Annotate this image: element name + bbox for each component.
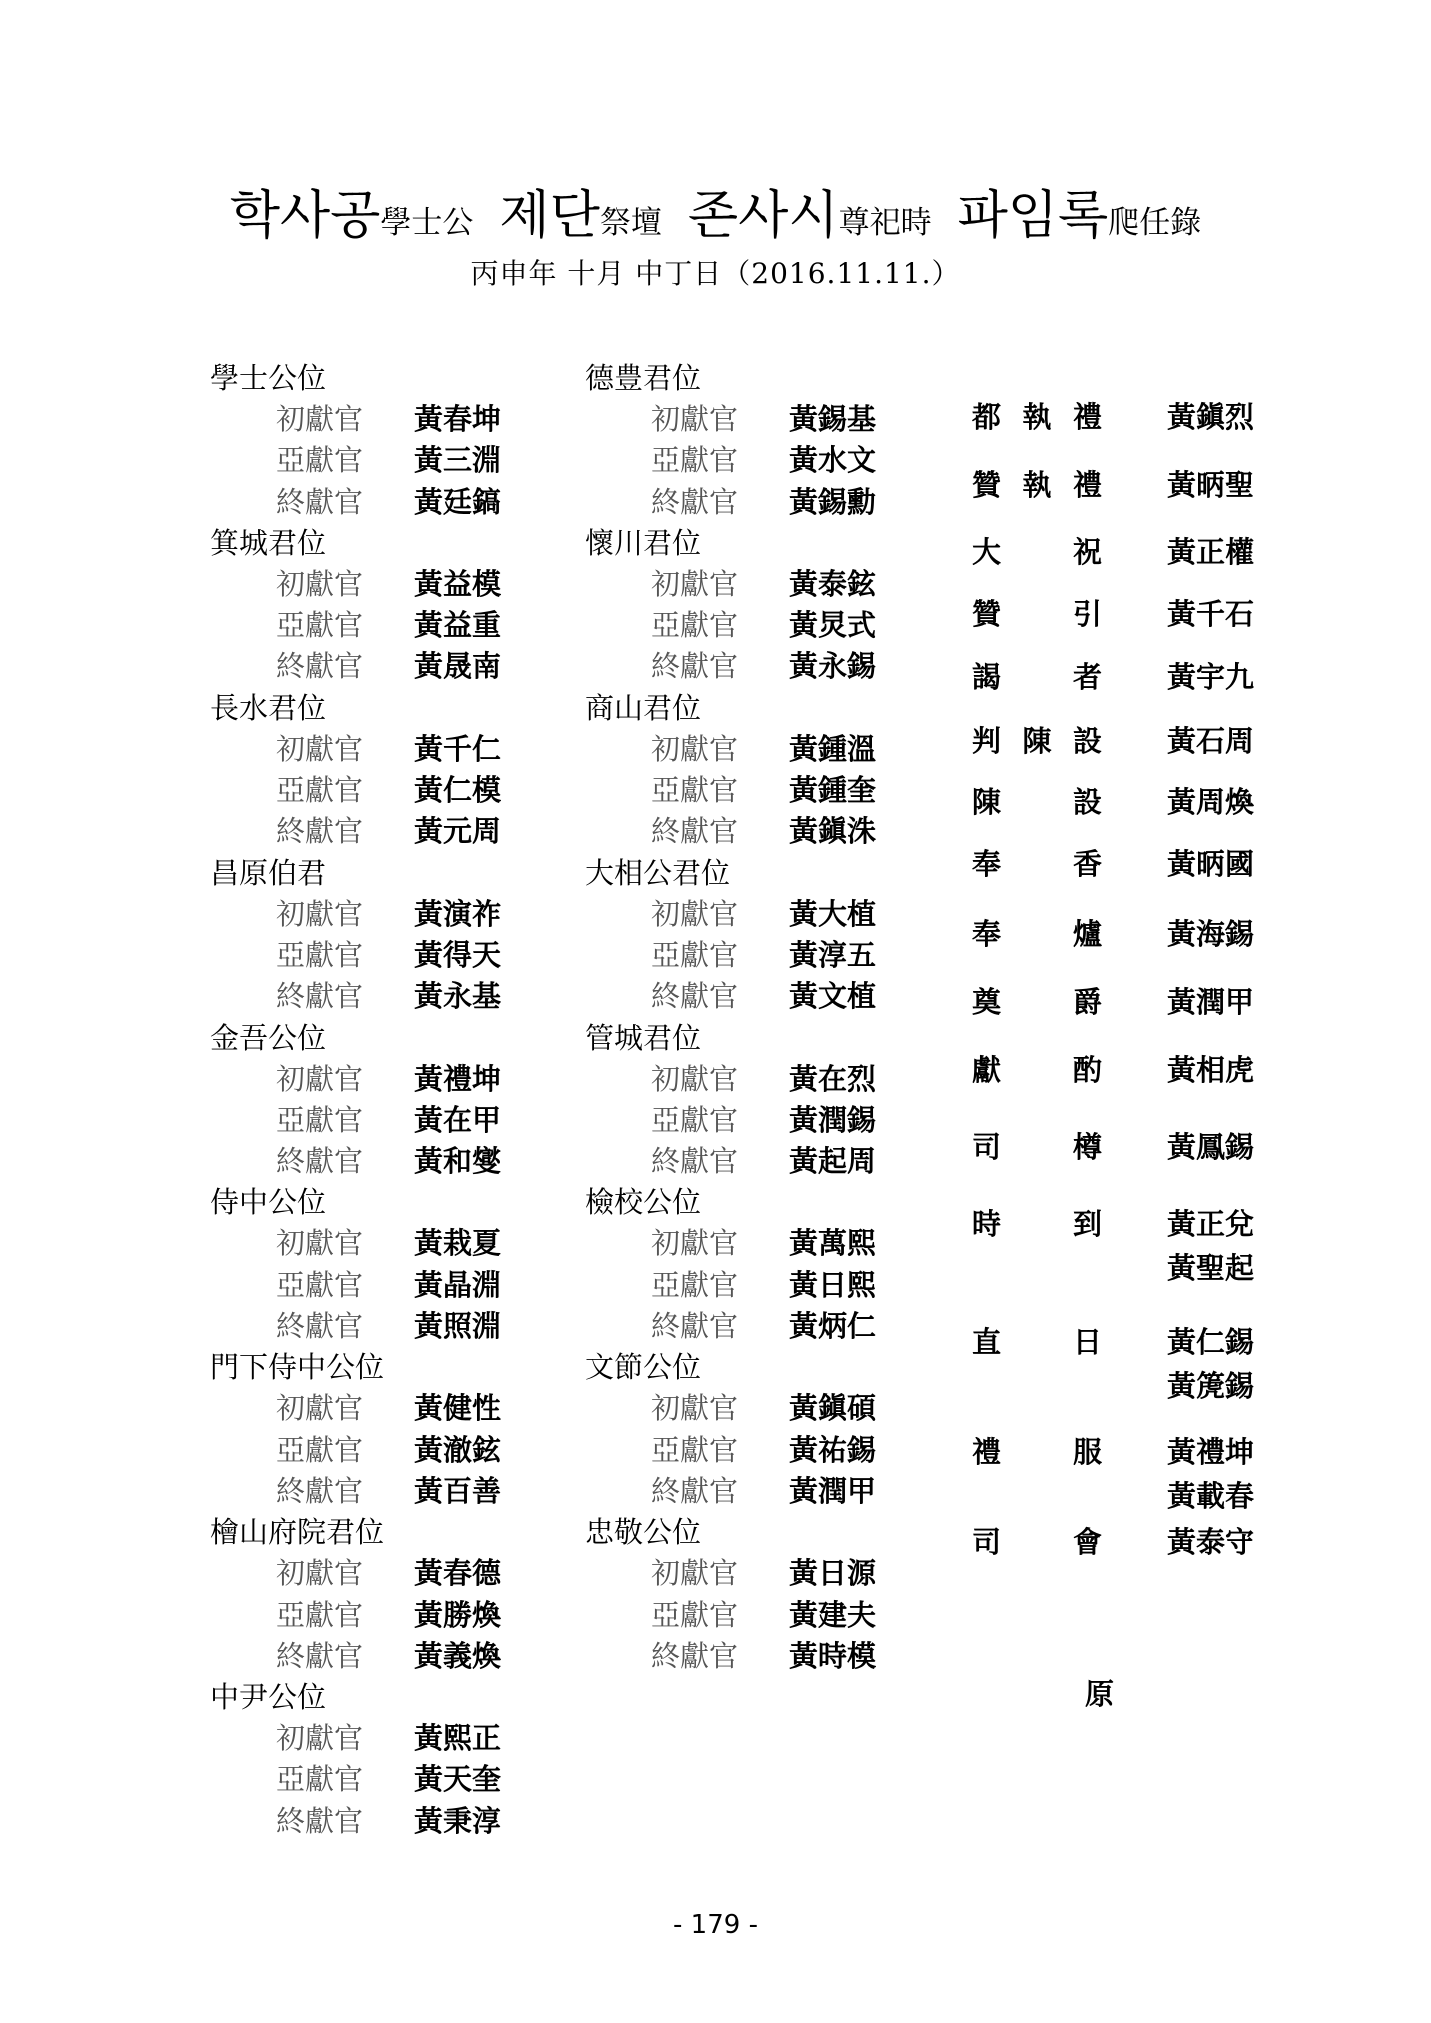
officiant-row <box>585 1636 876 1677</box>
officiant-name: 黃勝煥 <box>414 1597 502 1632</box>
officiant-row <box>210 935 501 976</box>
officiant-name: 黃千仁 <box>414 731 502 766</box>
officiant-row <box>210 1223 501 1264</box>
officiant-role: 初獻官 <box>276 1226 364 1261</box>
officiant-role: 亞獻官 <box>276 773 364 808</box>
duty-label <box>972 1520 1102 1564</box>
duty-names <box>1167 463 1254 507</box>
officiant-role: 亞獻官 <box>276 937 364 972</box>
group-title: 中尹公位 <box>210 1680 327 1715</box>
group-title: 昌原伯君 <box>210 855 327 890</box>
officiant-name: 黃文植 <box>789 979 877 1014</box>
duty-label <box>972 655 1102 699</box>
duty-person-name: 黃潤甲 <box>1167 985 1255 1019</box>
officiant-role: 亞獻官 <box>651 773 739 808</box>
officiant-name: 黃萬熙 <box>789 1226 877 1261</box>
officiant-role: 亞獻官 <box>276 608 364 643</box>
duty-names <box>1167 530 1254 574</box>
duty-label <box>972 395 1102 439</box>
officiant-role: 亞獻官 <box>276 1267 364 1302</box>
duty-person-name: 黃周煥 <box>1167 785 1255 819</box>
duty-person-name: 黃鎭烈 <box>1167 400 1255 434</box>
group-title: 文節公位 <box>585 1350 702 1385</box>
officiant-name: 黃淳五 <box>789 937 877 972</box>
duty-label <box>972 1125 1102 1169</box>
officiant-row <box>210 646 501 687</box>
duty-label <box>972 719 1102 763</box>
officiant-name: 黃益模 <box>414 566 502 601</box>
officiant-row <box>585 605 876 646</box>
officiant-row <box>210 1718 501 1759</box>
duty-label <box>972 1048 1102 1092</box>
duty-person-name: 黃載春 <box>1167 1479 1255 1513</box>
duty-label <box>972 980 1102 1024</box>
duty-names <box>1167 912 1254 956</box>
officiant-name: 黃祐錫 <box>789 1432 877 1467</box>
officiant-name: 黃晟南 <box>414 649 502 684</box>
duty-label-char: 奠 <box>972 985 1002 1019</box>
officiant-row <box>210 482 501 523</box>
duty-names <box>1167 1520 1254 1564</box>
duty-label-char: 祝 <box>1072 535 1102 569</box>
duty-person-name: 黃箎錫 <box>1167 1369 1255 1403</box>
officiant-row <box>585 440 876 481</box>
officiant-row <box>585 729 876 770</box>
officiant-name: 黃炳仁 <box>789 1309 877 1344</box>
officiant-row <box>585 1141 876 1182</box>
duty-label-char: 服 <box>1072 1435 1102 1469</box>
duty-label-char: 酌 <box>1072 1053 1102 1087</box>
title-part1-hanja: 學士公 <box>380 205 474 241</box>
officiant-name: 黃錫基 <box>789 402 877 436</box>
group-title: 忠敬公位 <box>585 1515 702 1550</box>
officiant-name: 黃永錫 <box>789 649 877 684</box>
duty-person-name: 黃宇九 <box>1167 660 1255 694</box>
officiant-name: 黃潤錫 <box>789 1102 877 1137</box>
officiant-name: 黃益重 <box>414 608 502 643</box>
duty-label-char: 奉 <box>972 847 1002 881</box>
officiant-role: 初獻官 <box>276 1391 364 1426</box>
duty-label <box>972 1320 1102 1364</box>
officiant-row <box>585 894 876 935</box>
duty-label-char: 樽 <box>1072 1130 1102 1164</box>
duty-label-char: 時 <box>972 1207 1002 1241</box>
officiant-name: 黃澈鉉 <box>414 1432 502 1467</box>
officiant-name: 黃仁模 <box>414 773 502 808</box>
officiant-role: 初獻官 <box>651 1391 739 1426</box>
duty-label-char: 大 <box>972 535 1002 569</box>
title-part1-hangul: 학사공 <box>229 186 381 246</box>
duty-label-char: 到 <box>1072 1207 1102 1241</box>
duty-label-char: 贊 <box>972 468 1002 502</box>
group-title: 懷川君位 <box>585 525 702 560</box>
officiant-name: 黃百善 <box>414 1473 502 1508</box>
officiant-row <box>210 894 501 935</box>
duty-person-name: 黃鳳錫 <box>1167 1130 1255 1164</box>
officiant-row <box>585 1223 876 1264</box>
officiant-name: 黃天奎 <box>414 1762 502 1797</box>
duty-person-name: 黃仁錫 <box>1167 1325 1255 1359</box>
officiant-role: 亞獻官 <box>276 1102 364 1137</box>
officiant-row <box>585 1553 876 1594</box>
officiant-row <box>210 976 501 1017</box>
officiant-name: 黃鎭洙 <box>789 814 877 849</box>
officiant-role: 終獻官 <box>651 979 739 1014</box>
officiant-row <box>585 770 876 811</box>
officiant-role: 終獻官 <box>651 1473 739 1508</box>
officiant-role: 初獻官 <box>276 731 364 766</box>
officiant-row <box>210 1059 501 1100</box>
officiant-name: 黃水文 <box>789 443 877 478</box>
group-title: 學士公位 <box>210 361 327 395</box>
officiant-role: 終獻官 <box>651 649 739 684</box>
officiant-name: 黃時模 <box>789 1638 877 1673</box>
duty-label-char: 禮 <box>1072 400 1102 434</box>
officiant-role: 亞獻官 <box>651 937 739 972</box>
duty-label <box>972 842 1102 886</box>
officiant-role: 初獻官 <box>276 402 364 436</box>
duty-names <box>1167 1125 1254 1169</box>
duty-label-char: 設 <box>1072 724 1102 758</box>
officiant-role: 亞獻官 <box>651 608 739 643</box>
officiant-row <box>585 482 876 523</box>
officiant-row <box>210 1388 501 1429</box>
officiant-row <box>585 1471 876 1512</box>
duty-names <box>1167 1430 1254 1518</box>
officiant-role: 初獻官 <box>651 1061 739 1096</box>
duty-label-char: 引 <box>1072 597 1102 631</box>
duty-label-char: 奉 <box>972 917 1002 951</box>
page-subtitle-date: 丙申年 十月 中丁日（2016.11.11.） <box>470 257 961 290</box>
group-title: 大相公君位 <box>585 855 731 890</box>
officiant-name: 黃永基 <box>414 979 502 1014</box>
duty-person-name: 黃正兌 <box>1167 1207 1255 1241</box>
officiant-role: 初獻官 <box>651 731 739 766</box>
officiant-row <box>585 1430 876 1471</box>
officiant-role: 初獻官 <box>276 1556 364 1591</box>
officiant-row <box>585 1306 876 1347</box>
group-title: 德豊君位 <box>585 361 702 395</box>
duty-column <box>972 0 1372 2023</box>
officiant-row <box>585 1388 876 1429</box>
officiant-name: 黃義煥 <box>414 1638 502 1673</box>
officiant-name: 黃栽夏 <box>414 1226 502 1261</box>
officiant-row <box>210 729 501 770</box>
officiant-name: 黃和燮 <box>414 1144 502 1179</box>
officiant-role: 亞獻官 <box>651 1102 739 1137</box>
officiant-role: 亞獻官 <box>276 1597 364 1632</box>
officiant-role: 終獻官 <box>651 814 739 849</box>
officiant-row <box>585 1100 876 1141</box>
duty-person-name: 黃正權 <box>1167 535 1255 569</box>
officiant-role: 終獻官 <box>651 1309 739 1344</box>
officiant-name: 黃日熙 <box>789 1267 877 1302</box>
officiant-role: 終獻官 <box>276 1309 364 1344</box>
officiant-name: 黃演祚 <box>414 896 502 931</box>
officiant-role: 亞獻官 <box>651 443 739 478</box>
officiant-name: 黃錫勳 <box>789 484 877 519</box>
group-title: 管城君位 <box>585 1020 702 1055</box>
officiant-name: 黃秉淳 <box>414 1803 502 1838</box>
duty-label <box>972 592 1102 636</box>
officiant-row <box>210 1265 501 1306</box>
officiant-role: 初獻官 <box>276 896 364 931</box>
duty-person-name: 黃泰守 <box>1167 1525 1255 1559</box>
officiant-row <box>585 1265 876 1306</box>
officiant-row <box>585 976 876 1017</box>
officiant-name: 黃廷鎬 <box>414 484 502 519</box>
group-title: 金吾公位 <box>210 1020 327 1055</box>
group-title: 門下侍中公位 <box>210 1350 385 1385</box>
officiant-name: 黃三淵 <box>414 443 502 478</box>
officiant-column-2 <box>585 358 876 1677</box>
officiant-name: 黃健性 <box>414 1391 502 1426</box>
duty-label-char: 日 <box>1072 1325 1102 1359</box>
officiant-role: 終獻官 <box>276 1638 364 1673</box>
officiant-row <box>210 605 501 646</box>
officiant-name: 黃春坤 <box>414 402 502 436</box>
officiant-role: 終獻官 <box>276 484 364 519</box>
officiant-row <box>585 935 876 976</box>
officiant-row <box>210 1100 501 1141</box>
duty-label-char: 直 <box>972 1325 1002 1359</box>
officiant-name: 黃得天 <box>414 937 502 972</box>
officiant-row <box>585 564 876 605</box>
duty-label <box>972 1430 1102 1474</box>
duty-label-char: 禮 <box>1072 468 1102 502</box>
duty-label <box>972 1202 1102 1246</box>
group-title: 商山君位 <box>585 690 702 725</box>
duty-label-char: 爐 <box>1072 917 1102 951</box>
officiant-row <box>585 1595 876 1636</box>
officiant-role: 亞獻官 <box>276 1762 364 1797</box>
officiant-row <box>210 1759 501 1800</box>
officiant-role: 初獻官 <box>651 896 739 931</box>
officiant-role: 亞獻官 <box>276 443 364 478</box>
officiant-row <box>210 1471 501 1512</box>
duty-person-name: 黃昞國 <box>1167 847 1255 881</box>
title-part3-hangul: 존사시 <box>687 186 839 246</box>
duty-label-char: 謁 <box>972 660 1002 694</box>
duty-names <box>1167 1048 1254 1092</box>
duty-person-name: 黃禮坤 <box>1167 1435 1255 1469</box>
officiant-name: 黃泰鉉 <box>789 566 877 601</box>
duty-label-char: 陳 <box>972 785 1002 819</box>
origin-mark: 原 <box>1085 1677 1115 1711</box>
duty-label <box>972 912 1102 956</box>
officiant-role: 終獻官 <box>276 1473 364 1508</box>
duty-label-char: 都 <box>972 400 1002 434</box>
officiant-role: 初獻官 <box>651 1556 739 1591</box>
officiant-name: 黃在烈 <box>789 1061 877 1096</box>
duty-label <box>972 463 1102 507</box>
officiant-name: 黃建夫 <box>789 1597 877 1632</box>
officiant-role: 初獻官 <box>276 1061 364 1096</box>
duty-person-name: 黃千石 <box>1167 597 1255 631</box>
officiant-row <box>210 1553 501 1594</box>
officiant-name: 黃晶淵 <box>414 1267 502 1302</box>
title-part2-hanja: 祭壇 <box>599 205 662 241</box>
officiant-role: 終獻官 <box>276 649 364 684</box>
duty-person-name: 黃石周 <box>1167 724 1255 758</box>
officiant-row <box>210 1306 501 1347</box>
officiant-row <box>210 564 501 605</box>
officiant-name: 黃鍾溫 <box>789 731 877 766</box>
officiant-row <box>210 399 501 440</box>
officiant-role: 亞獻官 <box>651 1267 739 1302</box>
officiant-role: 終獻官 <box>276 814 364 849</box>
duty-names <box>1167 980 1254 1024</box>
officiant-role: 初獻官 <box>276 1721 364 1756</box>
officiant-row <box>585 1059 876 1100</box>
officiant-row <box>210 1636 501 1677</box>
duty-person-name: 黃海錫 <box>1167 917 1255 951</box>
officiant-row <box>210 1595 501 1636</box>
officiant-row <box>210 1801 501 1842</box>
duty-names <box>1167 780 1254 824</box>
duty-label-char: 執 <box>1022 468 1052 502</box>
officiant-name: 黃起周 <box>789 1144 877 1179</box>
officiant-role: 終獻官 <box>651 484 739 519</box>
officiant-name: 黃日源 <box>789 1556 877 1591</box>
officiant-name: 黃照淵 <box>414 1309 502 1344</box>
officiant-row <box>210 1430 501 1471</box>
duty-names <box>1167 1320 1254 1408</box>
page-number: - 179 - <box>673 1910 758 1940</box>
duty-names <box>1167 592 1254 636</box>
officiant-name: 黃元周 <box>414 814 502 849</box>
officiant-role: 初獻官 <box>651 566 739 601</box>
duty-label-char: 贊 <box>972 597 1002 631</box>
officiant-role: 初獻官 <box>276 566 364 601</box>
duty-person-name: 黃聖起 <box>1167 1251 1255 1285</box>
duty-label-char: 爵 <box>1072 985 1102 1019</box>
officiant-row <box>210 811 501 852</box>
officiant-role: 終獻官 <box>276 1144 364 1179</box>
duty-label-char: 司 <box>972 1525 1002 1559</box>
duty-label-char: 禮 <box>972 1435 1002 1469</box>
title-part4-hanja: 爬任錄 <box>1108 205 1202 241</box>
duty-label-char: 獻 <box>972 1053 1002 1087</box>
officiant-name: 黃禮坤 <box>414 1061 502 1096</box>
officiant-column-1 <box>210 358 501 1842</box>
title-part4-hangul: 파임록 <box>957 186 1109 246</box>
officiant-role: 終獻官 <box>651 1144 739 1179</box>
officiant-role: 初獻官 <box>651 402 739 436</box>
duty-label-char: 判 <box>972 724 1002 758</box>
title-part2-hangul: 제단 <box>499 186 600 246</box>
duty-label-char: 陳 <box>1022 724 1052 758</box>
duty-names <box>1167 842 1254 886</box>
officiant-name: 黃潤甲 <box>789 1473 877 1508</box>
officiant-name: 黃鎭碩 <box>789 1391 877 1426</box>
duty-names <box>1167 655 1254 699</box>
officiant-role: 亞獻官 <box>651 1432 739 1467</box>
duty-label-char: 者 <box>1072 660 1102 694</box>
officiant-name: 黃在甲 <box>414 1102 502 1137</box>
officiant-role: 初獻官 <box>651 1226 739 1261</box>
officiant-role: 終獻官 <box>276 1803 364 1838</box>
duty-label-char: 執 <box>1022 400 1052 434</box>
duty-label-char: 會 <box>1072 1525 1102 1559</box>
title-part3-hanja: 尊祀時 <box>838 205 932 241</box>
duty-label-char: 設 <box>1072 785 1102 819</box>
officiant-role: 終獻官 <box>276 979 364 1014</box>
duty-label <box>972 530 1102 574</box>
officiant-name: 黃炅式 <box>789 608 877 643</box>
officiant-role: 亞獻官 <box>276 1432 364 1467</box>
duty-names <box>1167 395 1254 439</box>
group-title: 侍中公位 <box>210 1185 327 1220</box>
duty-label-char: 司 <box>972 1130 1002 1164</box>
officiant-name: 黃大植 <box>789 896 877 931</box>
officiant-row <box>210 440 501 481</box>
group-title: 長水君位 <box>210 690 327 725</box>
duty-names <box>1167 1202 1254 1290</box>
duty-person-name: 黃相虎 <box>1167 1053 1255 1087</box>
group-title: 檜山府院君位 <box>210 1515 385 1550</box>
officiant-row <box>585 646 876 687</box>
officiant-name: 黃熙正 <box>414 1721 502 1756</box>
duty-names <box>1167 719 1254 763</box>
officiant-name: 黃鍾奎 <box>789 773 877 808</box>
duty-person-name: 黃昞聖 <box>1167 468 1255 502</box>
duty-label-char: 香 <box>1072 847 1102 881</box>
group-title: 檢校公位 <box>585 1185 702 1220</box>
group-title: 箕城君位 <box>210 525 327 560</box>
officiant-name: 黃春德 <box>414 1556 502 1591</box>
officiant-row <box>585 811 876 852</box>
officiant-row <box>210 1141 501 1182</box>
officiant-row <box>585 399 876 440</box>
duty-label <box>972 780 1102 824</box>
officiant-role: 亞獻官 <box>651 1597 739 1632</box>
officiant-role: 終獻官 <box>651 1638 739 1673</box>
officiant-row <box>210 770 501 811</box>
